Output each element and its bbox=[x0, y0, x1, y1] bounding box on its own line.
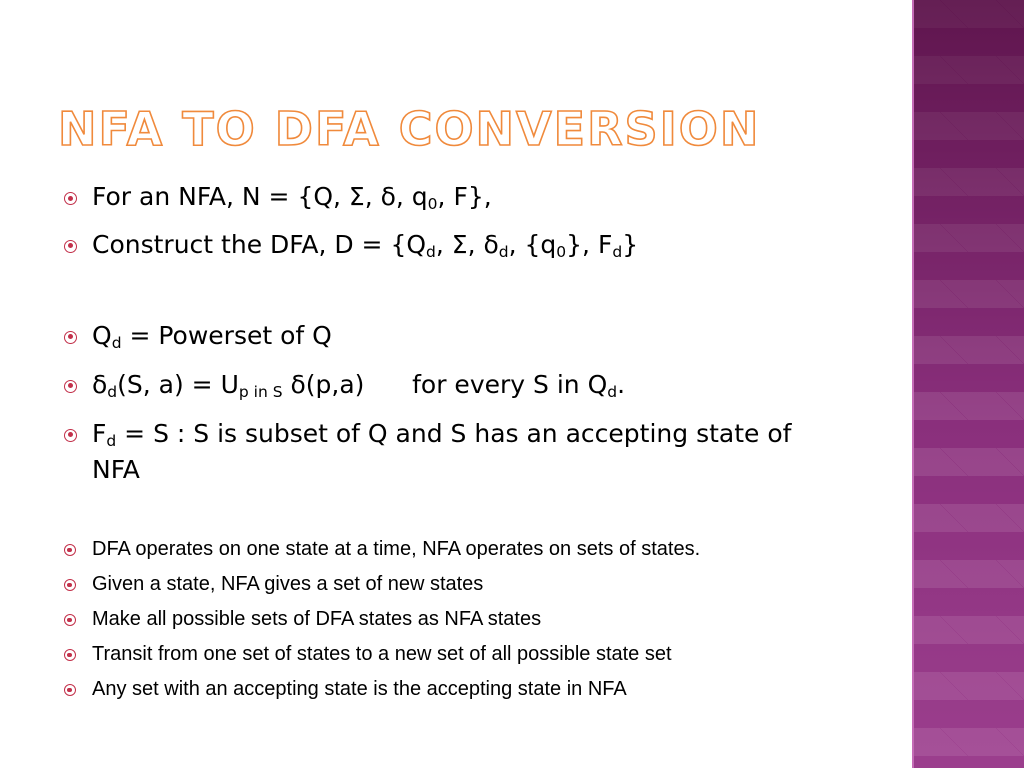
bullet-text bbox=[92, 321, 332, 350]
subscript: d bbox=[426, 242, 436, 261]
bullet-icon bbox=[64, 649, 76, 661]
bullet-text bbox=[92, 370, 625, 399]
text-run: }, F bbox=[566, 229, 613, 259]
note-text: Make all possible sets of DFA states as NFA states bbox=[92, 608, 542, 631]
note-text: DFA operates on one state at a time, NFA operates on sets of states. bbox=[92, 538, 701, 561]
note-item bbox=[60, 677, 840, 702]
bullet-list bbox=[60, 182, 840, 702]
subscript: 0 bbox=[427, 194, 438, 213]
text-run: , {q bbox=[508, 229, 557, 259]
text-run: (S, a) = U bbox=[117, 369, 239, 399]
decorative-side-panel bbox=[912, 0, 1024, 768]
subscript: d bbox=[107, 382, 118, 401]
bullet-icon bbox=[64, 380, 77, 393]
bullet-item-dfa-def bbox=[60, 230, 840, 267]
text-run: Q bbox=[92, 320, 112, 350]
note-item bbox=[60, 572, 840, 597]
bullet-text bbox=[92, 419, 791, 485]
text-run: For an NFA, N = {Q, Σ, δ, q bbox=[92, 182, 428, 211]
text-run: . bbox=[617, 369, 626, 399]
bullet-text bbox=[92, 230, 638, 259]
side-panel-edge bbox=[912, 0, 914, 768]
text-run: , Σ, δ bbox=[435, 229, 499, 259]
note-text: Transit from one set of states to a new set of all possible state set bbox=[92, 643, 672, 666]
bullet-icon bbox=[64, 544, 76, 556]
subscript: d bbox=[498, 242, 509, 261]
text-run: δ(p,a) for every S in Q bbox=[282, 369, 608, 399]
bullet-icon bbox=[64, 614, 76, 626]
note-item bbox=[60, 642, 840, 667]
subscript: d bbox=[111, 333, 122, 352]
text-run: δ bbox=[92, 369, 108, 399]
subscript: p in S bbox=[238, 382, 283, 401]
bullet-icon bbox=[64, 192, 77, 205]
bullet-item-fd bbox=[60, 419, 840, 486]
note-text: Any set with an accepting state is the accepting state in NFA bbox=[92, 678, 627, 701]
text-run: Construct the DFA, D = {Q bbox=[92, 229, 427, 259]
bullet-text bbox=[92, 182, 492, 211]
bullet-icon bbox=[64, 429, 77, 442]
subscript: d bbox=[106, 431, 117, 450]
note-text: Given a state, NFA gives a set of new states bbox=[92, 573, 484, 596]
bullet-item-nfa-def bbox=[60, 182, 840, 219]
subscript: d bbox=[607, 382, 618, 401]
text-run: = Powerset of Q bbox=[121, 320, 332, 350]
text-run: = S : S is subset of Q and S has an accepting state of NFA bbox=[92, 418, 792, 485]
note-item bbox=[60, 537, 840, 562]
bullet-item-qd bbox=[60, 321, 840, 358]
bullet-icon bbox=[64, 684, 76, 696]
text-run: } bbox=[622, 229, 639, 259]
note-item bbox=[60, 607, 840, 632]
bullet-icon bbox=[64, 331, 77, 344]
bullet-item-delta bbox=[60, 370, 840, 407]
subscript: d bbox=[612, 242, 623, 261]
bullet-icon bbox=[64, 579, 76, 591]
bullet-icon bbox=[64, 240, 77, 253]
text-run: , F}, bbox=[437, 182, 492, 211]
slide-title: NFA TO DFA CONVERSION bbox=[58, 102, 761, 156]
text-run: F bbox=[92, 418, 107, 448]
subscript: 0 bbox=[556, 242, 567, 261]
